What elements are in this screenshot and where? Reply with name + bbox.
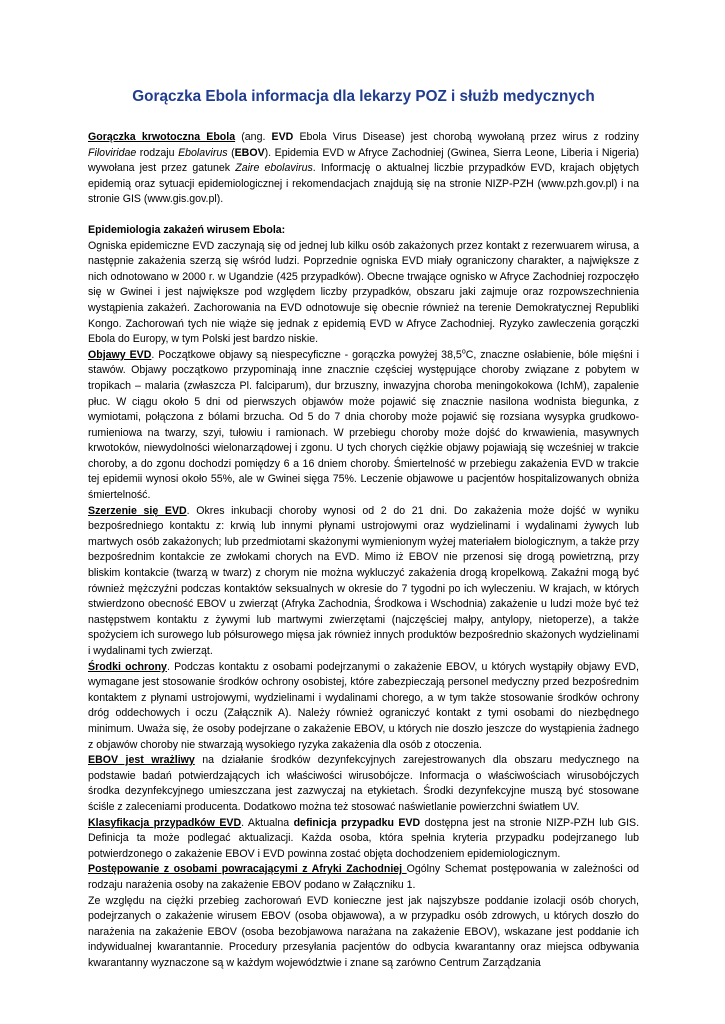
protection-text: . Podczas kontaktu z osobami podejrzanymi o zakażenie EBOV, u których wystąpiły objawy EVD, wymagane jest stosowanie środków ochrony osobistej, które zabezpieczają personel medyczny przed bezpośrednim kontaktem z płynami ustrojowymi, wydzielinami i wydalinami chorego, a w tym także stosowanie środków ochrony dróg oddechowych i oczu (Załącznik A). Należy również ograniczyć kontakt z tymi osobami do niezbędnego minimum. Uważa się, że osoby podejrzane o zakażenie EBOV, u których nie doszło jeszcze do wystąpienia żadnego z objawów choroby nie stwarzają wysokiego ryzyka zakażenia dla osób z otoczenia. <box>88 660 640 751</box>
intro-zaire: Zaire ebolavirus <box>235 162 313 175</box>
procedure-text: Ogólny Schemat postępowania w zależności od rodzaju narażenia osoby na zakażenie EBOV podano w Załączniku 1. <box>88 863 639 891</box>
intro-text-2: Ebola Virus Disease) jest chorobą wywołaną przez wirus z rodziny <box>293 131 639 143</box>
classification-text-1: . Aktualna <box>241 816 294 829</box>
case-definition: definicja przypadku EVD <box>293 816 421 829</box>
intro-text-5: ). Epidemia EVD w Afryce Zachodniej (Gwinea, Sierra Leone, Liberia i Nigeria) wywołana jest przez gatunek <box>88 146 639 175</box>
procedure-paragraph <box>88 862 639 893</box>
transmission-heading: Szerzenie się EVD <box>88 504 187 517</box>
symptoms-heading: Objawy EVD <box>88 348 152 361</box>
intro-ebov: EBOV <box>234 146 265 159</box>
protection-heading: Środki ochrony <box>88 660 167 673</box>
degree-sup: o <box>461 348 466 356</box>
intro-evd: EVD <box>271 131 294 143</box>
spacer <box>88 208 639 223</box>
intro-text-1: (ang. <box>235 131 272 143</box>
intro-text-4: ( <box>227 146 235 159</box>
procedure-heading: Postępowanie z osobami powracającymi z Afryki Zachodniej <box>88 863 407 876</box>
intro-text-6: . Informację o aktualnej liczbie przypadków EVD, krajach objętych epidemią oraz sytuacji epidemiologicznej i rekomendacjach znajdują się na stronie NIZP-PZH (www.pzh.gov.pl) i na stronie GIS (www.gis.gov.pl). <box>88 162 639 206</box>
classification-text-2: dostępna jest na stronie NIZP-PZH lub GIS. Definicja ta może podlegać aktualizacji. Każda osoba, która spełnia kryteria przypadku podejrzanego lub potwierdzonego o zakażenie EBOV i EVD powinna zostać objęta dochodzeniem epidemiologicznym. <box>88 816 640 860</box>
symptoms-text-2: C, znaczne osłabienie, bóle mięśni i stawów. Objawy początkowo przypominają inne znacznie częściej występujące choroby związane z pobytem w tropikach – malaria (zwłaszcza Pl. falciparum), dur brzuszny, inwazyjna choroba meningokokowa (IchM), zapalenie płuc. W ciągu około 5 dni od pierwszych objawów może pojawić się znacznie nasilona wodnista biegunka, z wymiotami, połączona z bólami brzucha. Od 5 do 7 dnia choroby może pojawić się rozsiana wysypka grudkowo-rumieniowa na twarzy, szyi, tułowiu i ramionach. W przebiegu choroby może dojść do krwawienia, masywnych krwotoków, niewydolności wielonarządowej i zgonu. U tych chorych ciężkie objawy pojawiają się wcześniej w trakcie choroby, a do zgonu dochodzi pomiędzy 6 a 16 dniem choroby. Śmiertelność w przebiegu zakażenia EVD w trakcie tej epidemii wynosi około 55%, ale w Gwinei sięga 75%. Leczenie objawowe u pacjentów hospitalizowanych obniża śmiertelność. <box>88 348 639 502</box>
symptoms-paragraph <box>88 348 639 504</box>
epidemiology-paragraph: Ogniska epidemiczne EVD zaczynają się od jednej lub kilku osób zakażonych przez kontakt z rezerwuarem wirusa, a następnie zakażenia szerzą się wśród ludzi. Poprzednie ogniska EVD miały ograniczony charakter, a największe z nich odnotowano w 2000 r. w Ugandzie (425 przypadków). Obecne trwające ognisko w Afryce Zachodniej rozpoczęło się w Gwinei i jest największe pod względem liczby przypadków, obszaru jaki zajmuje oraz rozpowszechnienia wystąpienia zakażeń. Zachorowania na EVD odnotowuje się obecnie również na terenie Demokratycznej Republiki Kongo. Zachorowań tych nie wiąże się jednak z epidemią EVD w Afryce Zachodniej. Ryzyko zawleczenia gorączki Ebola do Europy, w tym Polski jest bardzo niskie. <box>88 239 639 346</box>
classification-paragraph <box>88 816 639 863</box>
protection-paragraph <box>88 660 639 754</box>
intro-filoviridae: Filoviridae <box>88 146 137 159</box>
document-title: Gorączka Ebola informacja dla lekarzy POZ i służb medycznych <box>132 88 595 105</box>
transmission-paragraph <box>88 504 639 660</box>
intro-text-3: rodzaju <box>136 146 179 159</box>
sensitivity-text: na działanie środków dezynfekcyjnych zarejestrowanych dla obszaru medycznego na podstawie badań potwierdzających ich właściwości wirusobójcze. Informacja o właściwościach wirusobójczych środka dezynfekcyjnego umieszczana jest zazwyczaj na etykietach. Środki dezynfekcyjne muszą być stosowane ściśle z zaleceniami producenta. Dodatkowo można też stosować naświetlanie powierzchni światłem UV. <box>88 754 640 813</box>
sensitivity-heading: EBOV jest wrażliwy <box>88 754 195 767</box>
sensitivity-paragraph <box>88 753 639 815</box>
intro-heading: Gorączka krwotoczna Ebola <box>88 131 236 143</box>
intro-ebolavirus: Ebolavirus <box>178 146 228 159</box>
classification-heading: Klasyfikacja przypadków EVD <box>88 816 242 829</box>
transmission-text: . Okres inkubacji choroby wynosi od 2 do 21 dni. Do zakażenia może dojść w wyniku bezpośredniego kontaktu z: krwią lub innymi płynami ustrojowymi oraz wydzielinami i wydalinami żywych lub martwych osób zakażonych; lub przedmiotami skażonymi wymienionym wyżej materiałem biologicznym, a także przy bezpośrednim kontakcie ze zwłokami chorych na EVD. Mimo iż EBOV nie przenosi się drogą powietrzną, przy bliskim kontakcie (twarzą w twarz) z chorym nie można wykluczyć zakażenia drogą kropelkową. Zakaźni mogą być również mężczyźni podczas kontaktów seksualnych w okresie do 7 tygodni po ich wyleczeniu. W krajach, w których stwierdzono obecność EBOV u zwierząt (Afryka Zachodnia, Środkowa i Wschodnia) zakażenie u ludzi może być też następstwem kontaktu z żywymi lub martwymi zwierzętami (najczęściej małpy, antylopy, nietoperze), a także spożyciem ich surowego lub półsurowego mięsa jak również innych produktów bezpośrednio skażonych wydzielinami i wydalinami tych zwierząt. <box>88 504 639 657</box>
isolation-paragraph: Ze względu na ciężki przebieg zachorowań EVD konieczne jest jak najszybsze poddanie izolacji osób chorych, podejrzanych o zakażenie wirusem EBOV (osoba objawowa), a w przypadku osób zdrowych, u których doszło do narażenia na zakażenie EBOV (osoba bezobjawowa narażana na zakażenie EBOV), wskazane jest poddanie ich indywidualnej kwarantannie. Procedury przesyłania pacjentów do odbycia kwarantanny oraz miejsca odbywania kwarantanny wyznaczone są w każdym województwie i znane są zarówno Centrum Zarządzania <box>88 894 639 969</box>
epidemiology-heading: Epidemiologia zakażeń wirusem Ebola: <box>88 223 286 236</box>
intro-paragraph <box>88 130 639 208</box>
symptoms-text-1: . Początkowe objawy są niespecyficzne - gorączka powyżej 38,5 <box>151 348 462 361</box>
